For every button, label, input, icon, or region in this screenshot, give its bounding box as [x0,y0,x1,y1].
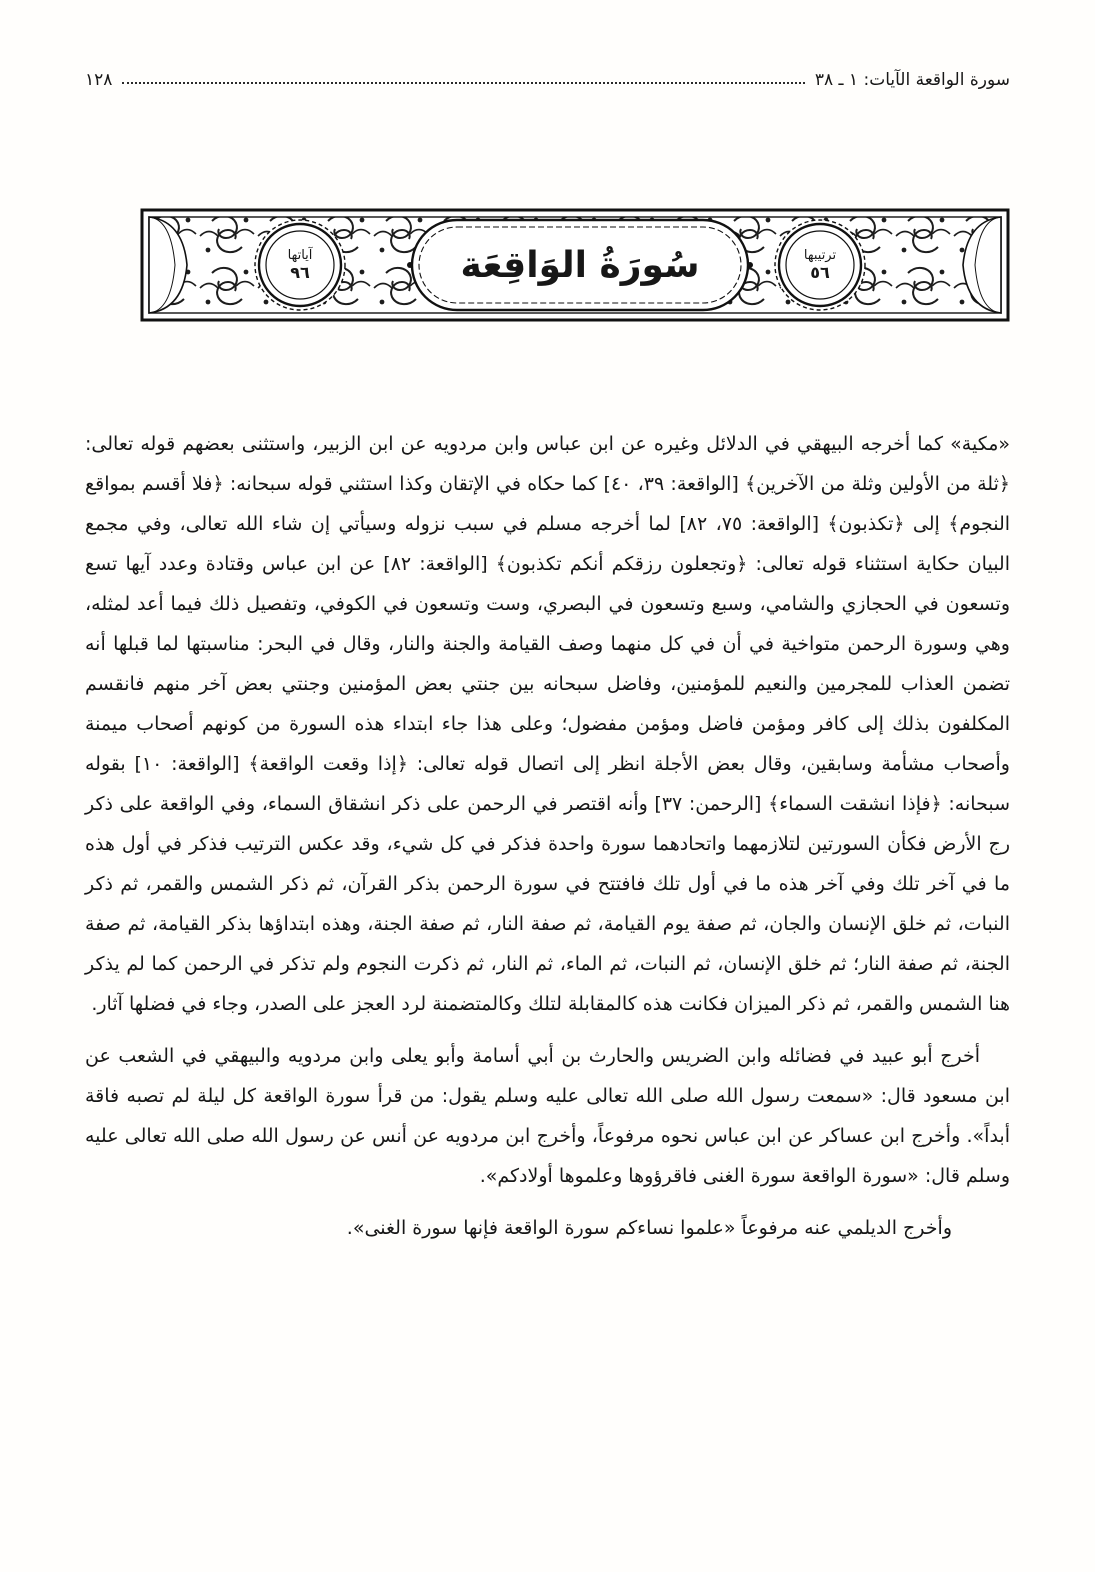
surah-name-cartouche [418,208,742,322]
page-number: ١٢٨ [85,70,113,90]
paragraph-makkiyya-intro: «مكية» كما أخرجه البيهقي في الدلائل وغيره عن ابن عباس وابن مردويه عن ابن الزبير، واستثنى بعضهم قوله تعالى: ﴿ثلة من الأولين وثلة من الآخرين﴾ [الواقعة: ٣٩، ٤٠] كما حكاه في الإتقان وكذا استثني قوله سبحانه: ﴿فلا أقسم بمواقع النجوم﴾ إلى ﴿تكذبون﴾ [الواقعة: ٧٥، ٨٢] لما أخرجه مسلم في سبب نزوله وسيأتي إن شاء الله تعالى، وفي مجمع البيان حكاية استثناء قوله تعالى: ﴿وتجعلون رزقكم أنكم تكذبون﴾ [الواقعة: ٨٢] عن ابن عباس وقتادة وعدد آيها تسع وتسعون في الحجازي والشامي، وسبع وتسعون في البصري، وست وتسعون في الكوفي، وتفصيل ذلك فيما أعد لمثله، وهي وسورة الرحمن متواخية في أن في كل منهما وصف القيامة والجنة والنار، وقال في البحر: مناسبتها لما قبلها أنه تضمن العذاب للمجرمين والنعيم للمؤمنين، وفاضل سبحانه بين جنتي بعض المؤمنين وجنتي بعض آخر منهم فانقسم المكلفون بذلك إلى كافر ومؤمن فاضل ومؤمن مفضول؛ وعلى هذا جاء ابتداء هذه السورة من كونهم أصحاب ميمنة وأصحاب مشأمة وسابقين، وقال بعض الأجلة انظر إلى اتصال قوله تعالى: ﴿إذا وقعت الواقعة﴾ [الواقعة: ١٠] بقوله سبحانه: ﴿فإذا انشقت السماء﴾ [الرحمن: ٣٧] وأنه اقتصر في الرحمن على ذكر انشقاق السماء، وفي الواقعة على ذكر رج الأرض فكأن السورتين لتلازمهما واتحادهما سورة واحدة فذكر في كل شيء، وقد عكس الترتيب فذكر في أول هذه ما في آخر تلك وفي آخر هذه ما في أول تلك فافتتح في سورة الرحمن بذكر القرآن، ثم ذكر الشمس والقمر، ثم ذكر النبات، ثم خلق الإنسان والجان، ثم صفة يوم القيامة، ثم صفة النار، ثم صفة الجنة، وهذه ابتداؤها بذكر القيامة، ثم صفة الجنة، ثم صفة النار؛ ثم خلق الإنسان، ثم النبات، ثم الماء، ثم النار، ثم ذكرت النجوم ولم تذكر في الرحمن كما لم يذكر هنا الشمس والقمر، ثم ذكر الميزان فكانت هذه كالمقابلة لتلك وكالمتضمنة لرد العجز على الصدر، وجاء في فضلها آثار. [85,433,1011,1015]
running-header [85,70,1010,90]
body-text [85,424,1010,1260]
header-surah-title: سورة الواقعة الآيات: ١ ـ ٣٨ [814,70,1010,90]
paragraph-fadail-hadith: أخرج أبو عبيد في فضائله وابن الضريس والحارث بن أبي أسامة وأبو يعلى وابن مردويه والبيهقي في الشعب عن ابن مسعود قال: «سمعت رسول الله صلى الله تعالى عليه وسلم يقول: من قرأ سورة الواقعة كل ليلة لم تصبه فاقة أبداً». وأخرج ابن عساكر عن ابن عباس نحوه مرفوعاً، وأخرج ابن مردويه عن أنس عن رسول الله صلى الله تعالى عليه وسلم قال: «سورة الواقعة سورة الغنى فاقرؤوها وعلموها أولادكم». [85,1045,1010,1187]
order-medallion [772,208,868,322]
paragraph-daylami-hadith: وأخرج الديلمي عنه مرفوعاً «علموا نساءكم سورة الواقعة فإنها سورة الغنى». [346,1217,952,1239]
surah-name: سُورَةُ الوَاقِعَة [460,244,700,286]
ayat-value: ٩٦ [290,263,310,283]
ayat-label: آياتها [287,247,313,263]
ayat-count-medallion [252,208,348,322]
dotted-leader [122,82,804,84]
order-label: ترتيبها [803,247,837,263]
surah-title-banner [140,208,1010,322]
order-value: ٥٦ [810,263,830,283]
